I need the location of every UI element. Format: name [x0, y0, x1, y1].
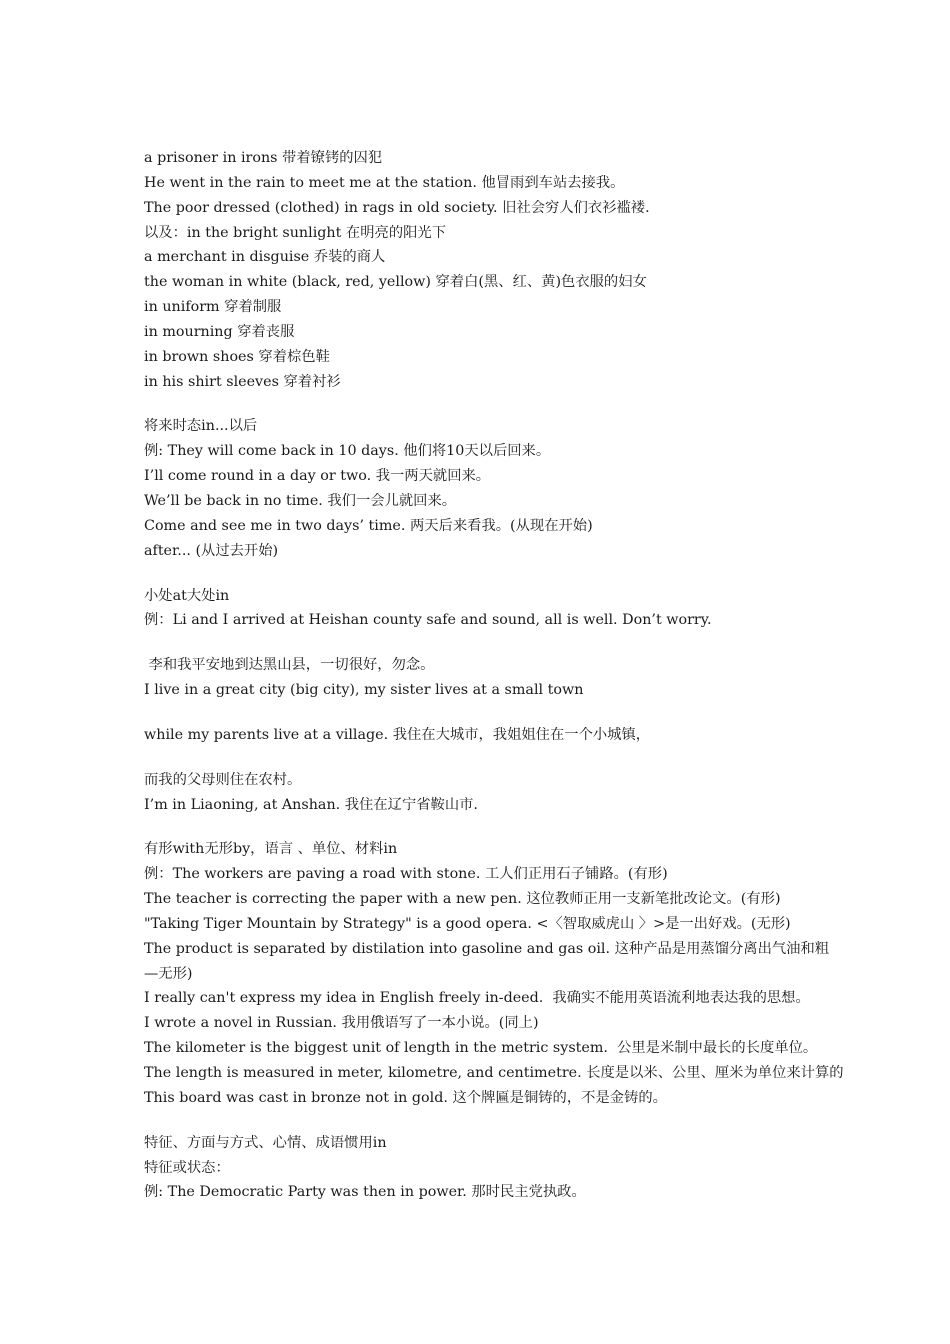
text-line: a merchant in disguise 乔装的商人 — [144, 249, 386, 266]
text-line: 例：The workers are paving a road with stone. 工人们正用石子铺路。(有形) — [144, 866, 668, 883]
section-heading: 小处at大处in — [144, 587, 230, 604]
text-line: Come and see me in two days’ time. 两天后来看我。(从现在开始) — [144, 517, 593, 534]
section-heading: 将来时态in...以后 — [144, 418, 258, 435]
text-line: The teacher is correcting the paper with a new pen. 这位教师正用一支新笔批改论文。(有形) — [144, 891, 781, 908]
text-line: "Taking Tiger Mountain by Strategy" is a good opera. <〈智取威虎山 〉>是一出好戏。(无形) — [144, 915, 791, 932]
text-line: We’ll be back in no time. 我们一会儿就回来。 — [144, 492, 457, 509]
text-line: 例：Li and I arrived at Heishan county safe and sound, all is well. Don’t worry. — [144, 612, 712, 629]
paragraph-gap — [144, 1111, 950, 1131]
section-heading: 有形with无形by，语言 、单位、材料in — [144, 841, 398, 858]
text-line: the woman in white (black, red, yellow) 穿着白(黑、红、黄)色衣服的妇女 — [144, 274, 647, 291]
paragraph-gap — [144, 703, 950, 723]
text-line: in uniform 穿着制服 — [144, 299, 282, 316]
text-line: This board was cast in bronze not in gold. 这个牌匾是铜铸的，不是金铸的。 — [144, 1089, 667, 1106]
text-line: while my parents live at a village. 我住在大城市，我姐姐住在一个小城镇， — [144, 726, 651, 743]
text-line: I really can't express my idea in English freely in-deed. 我确实不能用英语流利地表达我的思想。 — [144, 990, 810, 1007]
text-line: The kilometer is the biggest unit of length in the metric system. 公里是米制中最长的长度单位。 — [144, 1040, 818, 1057]
text-line: 例: They will come back in 10 days. 他们将10天以后回来。 — [144, 443, 551, 460]
paragraph-gap — [144, 748, 950, 768]
text-line: —无形) — [144, 965, 193, 982]
text-line: 而我的父母则住在农村。 — [144, 771, 302, 788]
text-line: The poor dressed (clothed) in rags in old society. 旧社会穷人们衣衫褴褛. — [144, 199, 650, 216]
paragraph-gap — [144, 394, 950, 414]
text-line: after... (从过去开始) — [144, 542, 279, 559]
text-line: in brown shoes 穿着棕色鞋 — [144, 348, 330, 365]
text-line: 特征或状态： — [144, 1159, 230, 1176]
text-line: I’ll come round in a day or two. 我一两天就回来。 — [144, 468, 491, 485]
text-line: a prisoner in irons 带着镣铐的囚犯 — [144, 150, 383, 166]
text-line: 例: The Democratic Party was then in power. 那时民主党执政。 — [144, 1184, 586, 1201]
document-body — [144, 146, 950, 1205]
text-line: in his shirt sleeves 穿着衬衫 — [144, 373, 341, 390]
section-heading: 特征、方面与方式、心情、成语惯用in — [144, 1134, 387, 1151]
text-line: He went in the rain to meet me at the station. 他冒雨到车站去接我。 — [144, 174, 625, 191]
paragraph-gap — [144, 817, 950, 837]
text-line: I wrote a novel in Russian. 我用俄语写了一本小说。(同上) — [144, 1015, 539, 1032]
paragraph-gap — [144, 564, 950, 584]
text-line: 李和我平安地到达黑山县，一切很好，勿念。 — [144, 657, 435, 674]
text-line: 以及：in the bright sunlight 在明亮的阳光下 — [144, 224, 447, 241]
paragraph-gap — [144, 633, 950, 653]
text-line: in mourning 穿着丧服 — [144, 323, 295, 340]
text-line: The product is separated by distilation into gasoline and gas oil. 这种产品是用蒸馏分离出气油和粗 — [144, 940, 830, 957]
text-line: I live in a great city (big city), my sister lives at a small town — [144, 682, 584, 699]
text-line: I’m in Liaoning, at Anshan. 我住在辽宁省鞍山市. — [144, 796, 478, 813]
text-line: The length is measured in meter, kilometre, and centimetre. 长度是以米、公里、厘米为单位来计算的 — [144, 1065, 844, 1081]
